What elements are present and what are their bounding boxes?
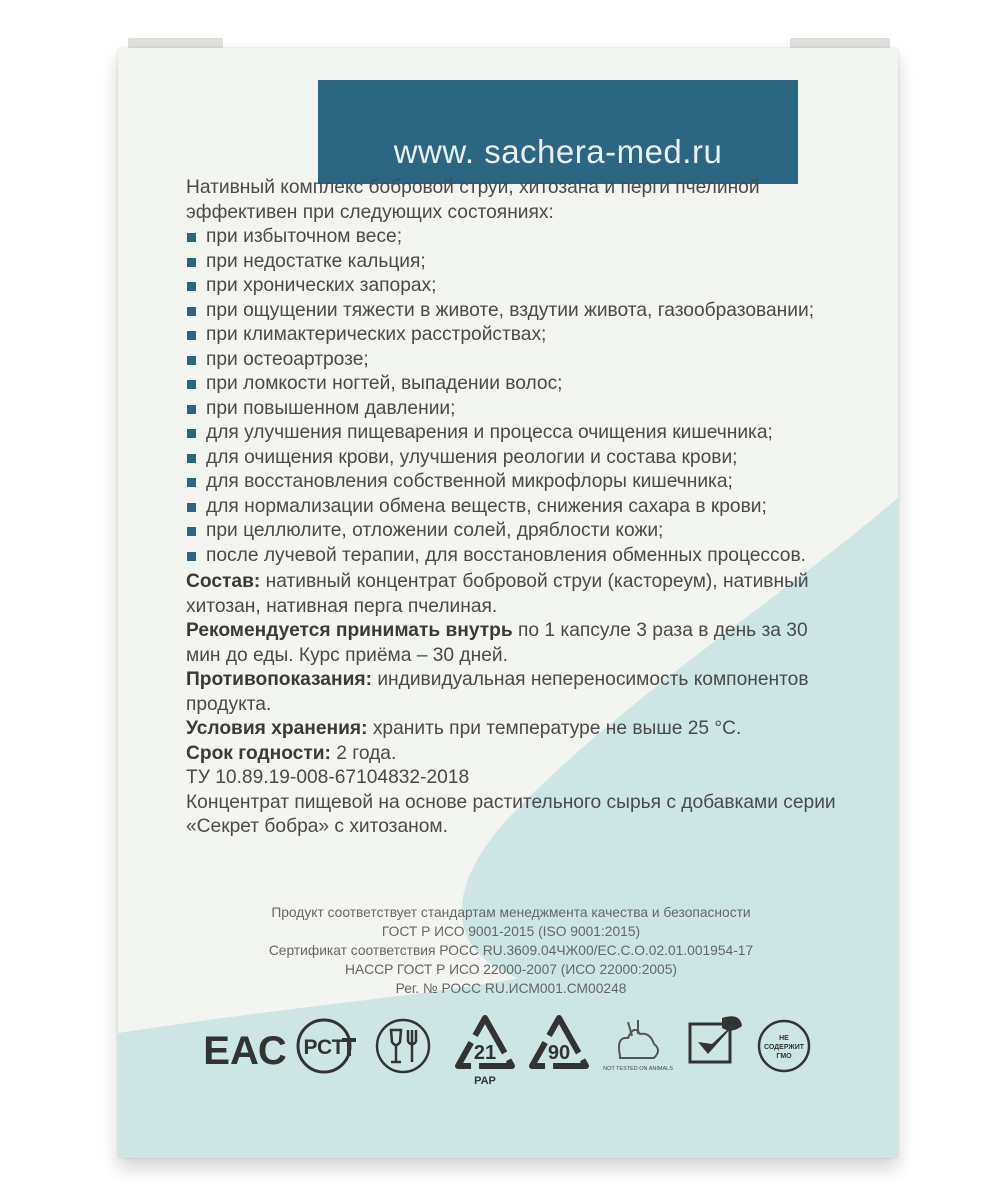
recycle-90-number: 90 [547,1042,571,1064]
bullet-icon [187,503,196,512]
indication-text: при ломкости ногтей, выпадении волос; [206,373,563,394]
indication-item [186,323,836,348]
certification-icons [194,1010,874,1100]
bullet-icon [187,552,196,561]
certifications [186,903,836,998]
indication-item [186,348,836,373]
indication-item [186,250,836,275]
indications-list [186,225,836,568]
cert-line: ГОСТ Р ИСО 9001-2015 (ISO 9001:2015) [381,924,641,939]
contraindications-label: Противопоказания: [186,669,372,690]
indication-item [186,372,836,397]
indication-text: при хронических запорах; [206,275,437,296]
indication-item [186,397,836,422]
no-gmo-icon [754,1016,814,1076]
no-transgenes-icon [682,1014,746,1080]
svg-text:ГМО: ГМО [776,1053,792,1060]
dosage-text: по 1 капсуле 3 раза в день за 30 мин до еды. Курс приёма – 30 дней. [186,620,808,666]
website-banner [318,80,798,184]
indication-text: при недостатке кальция; [206,250,426,272]
eac-mark-icon [203,1022,287,1073]
cert-line: Рег. № РОСС RU.ИСМ001.СМ00248 [395,981,627,996]
bullet-icon [187,454,196,463]
indication-text: для улучшения пищеварения и процесса очищения кишечника; [206,422,773,443]
rst-mark-icon [294,1016,360,1080]
composition-text: нативный концентрат бобровой струи (кастореум), нативный хитозан, нативная перга пчелиная. [186,571,809,617]
indication-item [186,421,836,446]
indication-text: при избыточном весе; [206,226,403,247]
indication-text: для нормализации обмена веществ, снижения сахара в крови; [206,495,767,517]
indication-item [186,519,836,544]
bullet-icon [187,233,196,242]
indication-item [186,544,836,569]
contraindications [186,668,836,717]
indication-item [186,225,836,250]
storage-label: Условия хранения: [186,718,368,739]
eac-text: ЕАС [203,1029,287,1073]
indication-text: после лучевой терапии, для восстановления обменных процессов. [206,544,806,566]
package-back [118,48,898,1158]
storage-text: хранить при температуре не выше 25 °С. [372,718,742,739]
cert-line: Сертификат соответствия РОСС RU.3609.04ЧЖ00/ЕС.С.О.02.01.001954-17 [268,943,754,958]
dosage [186,619,836,668]
not-tested-on-animals-icon [603,1016,673,1086]
product-description: Концентрат пищевой на основе растительного сырья с добавками серии «Секрет бобра» с хитозаном. [186,791,836,837]
indication-text: при повышенном давлении; [206,397,456,419]
indication-item [186,299,836,324]
rst-text: РСТ [303,1036,345,1059]
indication-text: при климактерических расстройствах; [206,324,547,345]
recycle-21-icon [452,1012,518,1092]
not-tested-label: NOT TESTED ON ANIMALS [603,1066,673,1072]
intro-text: Нативный комплекс бобровой струи, хитозана и перги пчелиной эффективен при следующих состояниях: [186,177,760,223]
bullet-icon [187,282,196,291]
indication-item [186,446,836,471]
bullet-icon [187,478,196,487]
recycle-90-icon [526,1012,592,1076]
shelf-life [186,742,836,767]
cert-line: Продукт соответствует стандартам менеджмента качества и безопасности [271,905,751,920]
cert-line: HACCP ГОСТ Р ИСО 22000-2007 (ИСО 22000:2005) [345,962,677,977]
bullet-icon [187,258,196,267]
storage [186,717,836,742]
shelf-life-label: Срок годности: [186,742,331,764]
indication-text: при целлюлите, отложении солей, дряблости кожи; [206,520,664,541]
indication-text: при ощущении тяжести в животе, вздутии живота, газообразовании; [206,299,815,321]
bullet-icon [187,380,196,389]
recycle-21-number: 21 [473,1042,497,1064]
bullet-icon [187,307,196,316]
indication-text: для очищения крови, улучшения реологии и состава крови; [206,446,738,468]
tu-code: ТУ 10.89.19-008-67104832-2018 [186,767,470,788]
bullet-icon [187,405,196,414]
svg-text:СОДЕРЖИТ: СОДЕРЖИТ [763,1044,805,1051]
indication-item [186,470,836,495]
food-contact-icon [374,1016,432,1076]
contraindications-text: индивидуальная непереносимость компонентов продукта. [186,669,809,715]
composition [186,570,836,619]
website-url: www. sachera-med.ru [393,133,723,170]
indication-item [186,495,836,520]
bullet-icon [187,527,196,536]
indication-text: при остеоартрозе; [206,348,369,370]
shelf-life-text: 2 года. [336,742,397,764]
recycle-21-label: PAP [474,1075,496,1087]
label-text [186,176,836,840]
indication-text: для восстановления собственной микрофлоры кишечника; [206,471,733,492]
bullet-icon [187,356,196,365]
bullet-icon [187,331,196,340]
svg-text:НЕ: НЕ [779,1035,789,1042]
indication-item [186,274,836,299]
composition-label: Состав: [186,571,261,592]
dosage-label: Рекомендуется принимать внутрь [186,620,513,641]
bullet-icon [187,429,196,438]
